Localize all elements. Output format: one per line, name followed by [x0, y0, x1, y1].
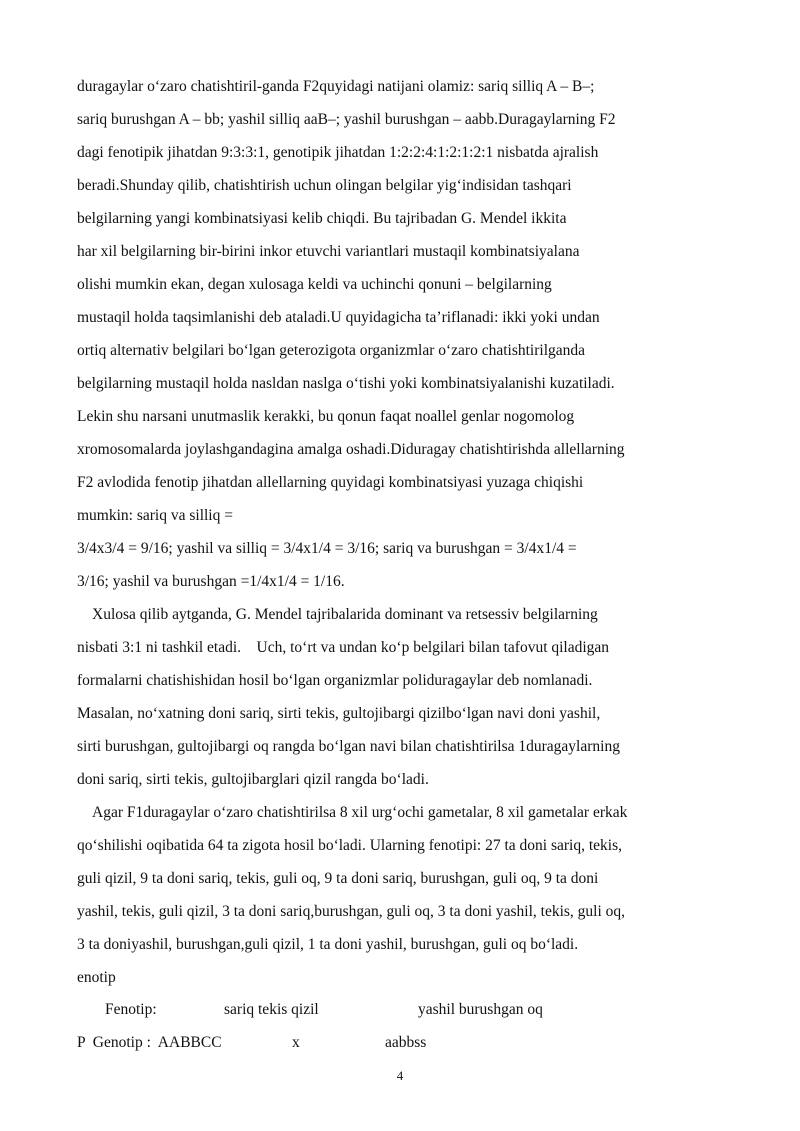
text-line: yashil, tekis, guli qizil, 3 ta doni sariq,burushgan, guli oq, 3 ta doni yashil, tekis, guli oq, [77, 903, 626, 920]
text-line: belgilarning yangi kombinatsiyasi kelib chiqdi. Bu tajribadan G. Mendel ikkita [77, 210, 567, 227]
text-line: doni sariq, sirti tekis, gultojibarglari qizil rangda bo‘ladi. [77, 771, 429, 788]
text-line: qo‘shilishi oqibatida 64 ta zigota hosil bo‘ladi. Ularning fenotipi: 27 ta doni sariq, tekis, [77, 837, 622, 854]
text-line: mumkin: sariq va silliq = [77, 507, 233, 524]
text-line: dagi fenotipik jihatdan 9:3:3:1, genotipik jihatdan 1:2:2:4:1:2:1:2:1 nisbatda ajralish [77, 144, 599, 161]
text-line: har xil belgilarning bir-birini inkor etuvchi variantlari mustaqil kombinatsiyalana [77, 243, 580, 260]
text-line: enotip [77, 969, 116, 986]
text-line: beradi.Shunday qilib, chatishtirish uchun olingan belgilar yig‘indisidan tashqari [77, 177, 572, 194]
cross-symbol: x [292, 1034, 300, 1051]
fenotip-parent1: sariq tekis qizil [224, 1001, 319, 1018]
fenotip-label: Fenotip: [105, 1001, 157, 1018]
text-line: 3 ta doniyashil, burushgan,guli qizil, 1 ta doni yashil, burushgan, guli oq bo‘ladi. [77, 936, 579, 953]
text-line: guli qizil, 9 ta doni sariq, tekis, guli oq, 9 ta doni sariq, burushgan, guli oq, 9 ta doni [77, 870, 599, 887]
text-line: sirti burushgan, gultojibargi oq rangda bo‘lgan navi bilan chatishtirilsa 1duragaylarning [77, 738, 620, 755]
text-line: duragaylar o‘zaro chatishtiril-ganda F2quyidagi natijani olamiz: sariq silliq A – B–; [77, 78, 595, 95]
text-line: xromosomalarda joylashgandagina amalga oshadi.Diduragay chatishtirishda allellarning [77, 441, 625, 458]
text-line: F2 avlodida fenotip jihatdan allellarning quyidagi kombinatsiyasi yuzaga chiqishi [77, 474, 584, 491]
text-line: belgilarning mustaqil holda nasldan naslga o‘tishi yoki kombinatsiyalanishi kuzatiladi. [77, 375, 615, 392]
text-line: 3/16; yashil va burushgan =1/4x1/4 = 1/16. [77, 573, 345, 590]
text-line: Lekin shu narsani unutmaslik kerakki, bu qonun faqat noallel genlar nogomolog [77, 408, 575, 425]
genotip-label: P Genotip : AABBCC [77, 1034, 222, 1051]
text-line: Masalan, no‘xatning doni sariq, sirti tekis, gultojibargi qizilbo‘lgan navi doni yashil, [77, 705, 601, 722]
text-line: Agar F1duragaylar o‘zaro chatishtirilsa 8 xil urg‘ochi gametalar, 8 xil gametalar erkak [92, 804, 628, 821]
text-line: Xulosa qilib aytganda, G. Mendel tajribalarida dominant va retsessiv belgilarning [92, 606, 598, 623]
text-line: ortiq alternativ belgilari bo‘lgan geterozigota organizmlar o‘zaro chatishtirilganda [77, 342, 586, 359]
fenotip-parent2: yashil burushgan oq [418, 1001, 543, 1018]
text-line: nisbati 3:1 ni tashkil etadi. Uch, to‘rt va undan ko‘p belgilari bilan tafovut qiladigan [77, 639, 610, 656]
text-line: mustaqil holda taqsimlanishi deb ataladi.U quyidagicha ta’riflanadi: ikki yoki undan [77, 309, 600, 326]
text-line: olishi mumkin ekan, degan xulosaga keldi va uchinchi qonuni – belgilarning [77, 276, 552, 293]
text-line: sariq burushgan A – bb; yashil silliq aaB–; yashil burushgan – aabb.Duragaylarning F2 [77, 111, 616, 128]
text-line: 3/4x3/4 = 9/16; yashil va silliq = 3/4x1/4 = 3/16; sariq va burushgan = 3/4x1/4 = [77, 540, 577, 557]
page-number: 4 [396, 1068, 404, 1083]
text-line: formalarni chatishishidan hosil bo‘lgan organizmlar poliduragaylar deb nomlanadi. [77, 672, 593, 689]
genotip-parent2: aabbss [385, 1034, 427, 1051]
